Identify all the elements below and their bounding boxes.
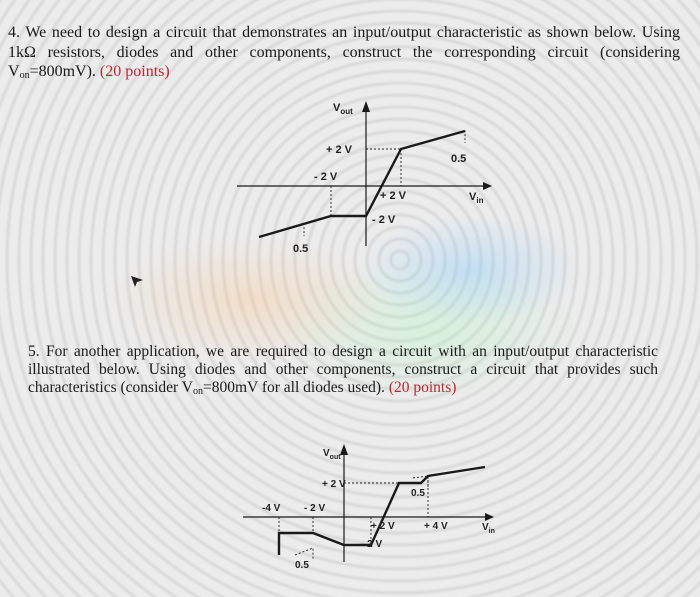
graph-2-minus2v-x: - 2 V [304, 503, 326, 514]
graph-2-vout-label: $V_{out}$ [323, 448, 341, 461]
graph-2-plus4v-x: + 4 V [424, 521, 448, 532]
graph-2-minus4v-x: -4 V [262, 503, 281, 514]
von-subscript: on [19, 70, 30, 81]
question-4-number: 4. [8, 24, 20, 41]
graph-2-vin-label: $V_{in}$ [482, 522, 495, 535]
graph-1-minus2v-x: - 2 V [314, 171, 338, 183]
graph-1-y-arrow [362, 101, 370, 112]
graph-2-slope-bottom: 0.5 [295, 560, 309, 571]
graph-1-curve [259, 131, 465, 237]
graph-1-x-arrow [483, 182, 492, 190]
question-5-text [28, 343, 658, 401]
graph-2-minus2v-y: - 2 V [361, 539, 383, 550]
graph-1-plus2v-x: + 2 V [380, 190, 406, 202]
graph-2-plus2v-x: + 2 V [371, 521, 395, 532]
graph-1-vin-label: $V_{in}$ [469, 191, 484, 205]
graph-1-vout-label: $V_{out}$ [333, 102, 353, 116]
graph-2-slope-top: 0.5 [411, 488, 425, 499]
von-subscript: on [192, 386, 203, 397]
graph-2-y-axis-arrow [340, 444, 348, 455]
question-4-body: We need to design a circuit that demonstrates an input/output characteristic as shown below. Using 1kΩ resistors, diodes and other components, construct the corresponding circuit (considering V [8, 24, 680, 80]
graph-1-slope-top: 0.5 [451, 153, 467, 165]
question-5-body: For another application, we are required to design a circuit with an input/output characteristic illustrated below. Using diodes and other components, construct a circuit that provides such characteristics (consider V [28, 343, 659, 396]
graph-2-plus2v-y: + 2 V [322, 479, 346, 490]
question-4-body-end: =800mV). [29, 63, 96, 80]
graph-1-plus2v-y: + 2 V [326, 144, 352, 156]
graph-1-minus2v-y: - 2 V [372, 214, 396, 226]
graph-2-slope-marker [295, 548, 313, 559]
question-5-points: (20 points) [388, 379, 457, 396]
question-5-body-end: =800mV for all diodes used). [202, 379, 385, 396]
mouse-pointer-icon [131, 276, 143, 287]
question-4-points: (20 points) [99, 63, 170, 80]
graph-2-x-arrow [485, 513, 494, 521]
question-5-number: 5. [28, 343, 40, 360]
graph-1-slope-bottom: 0.5 [293, 243, 309, 255]
